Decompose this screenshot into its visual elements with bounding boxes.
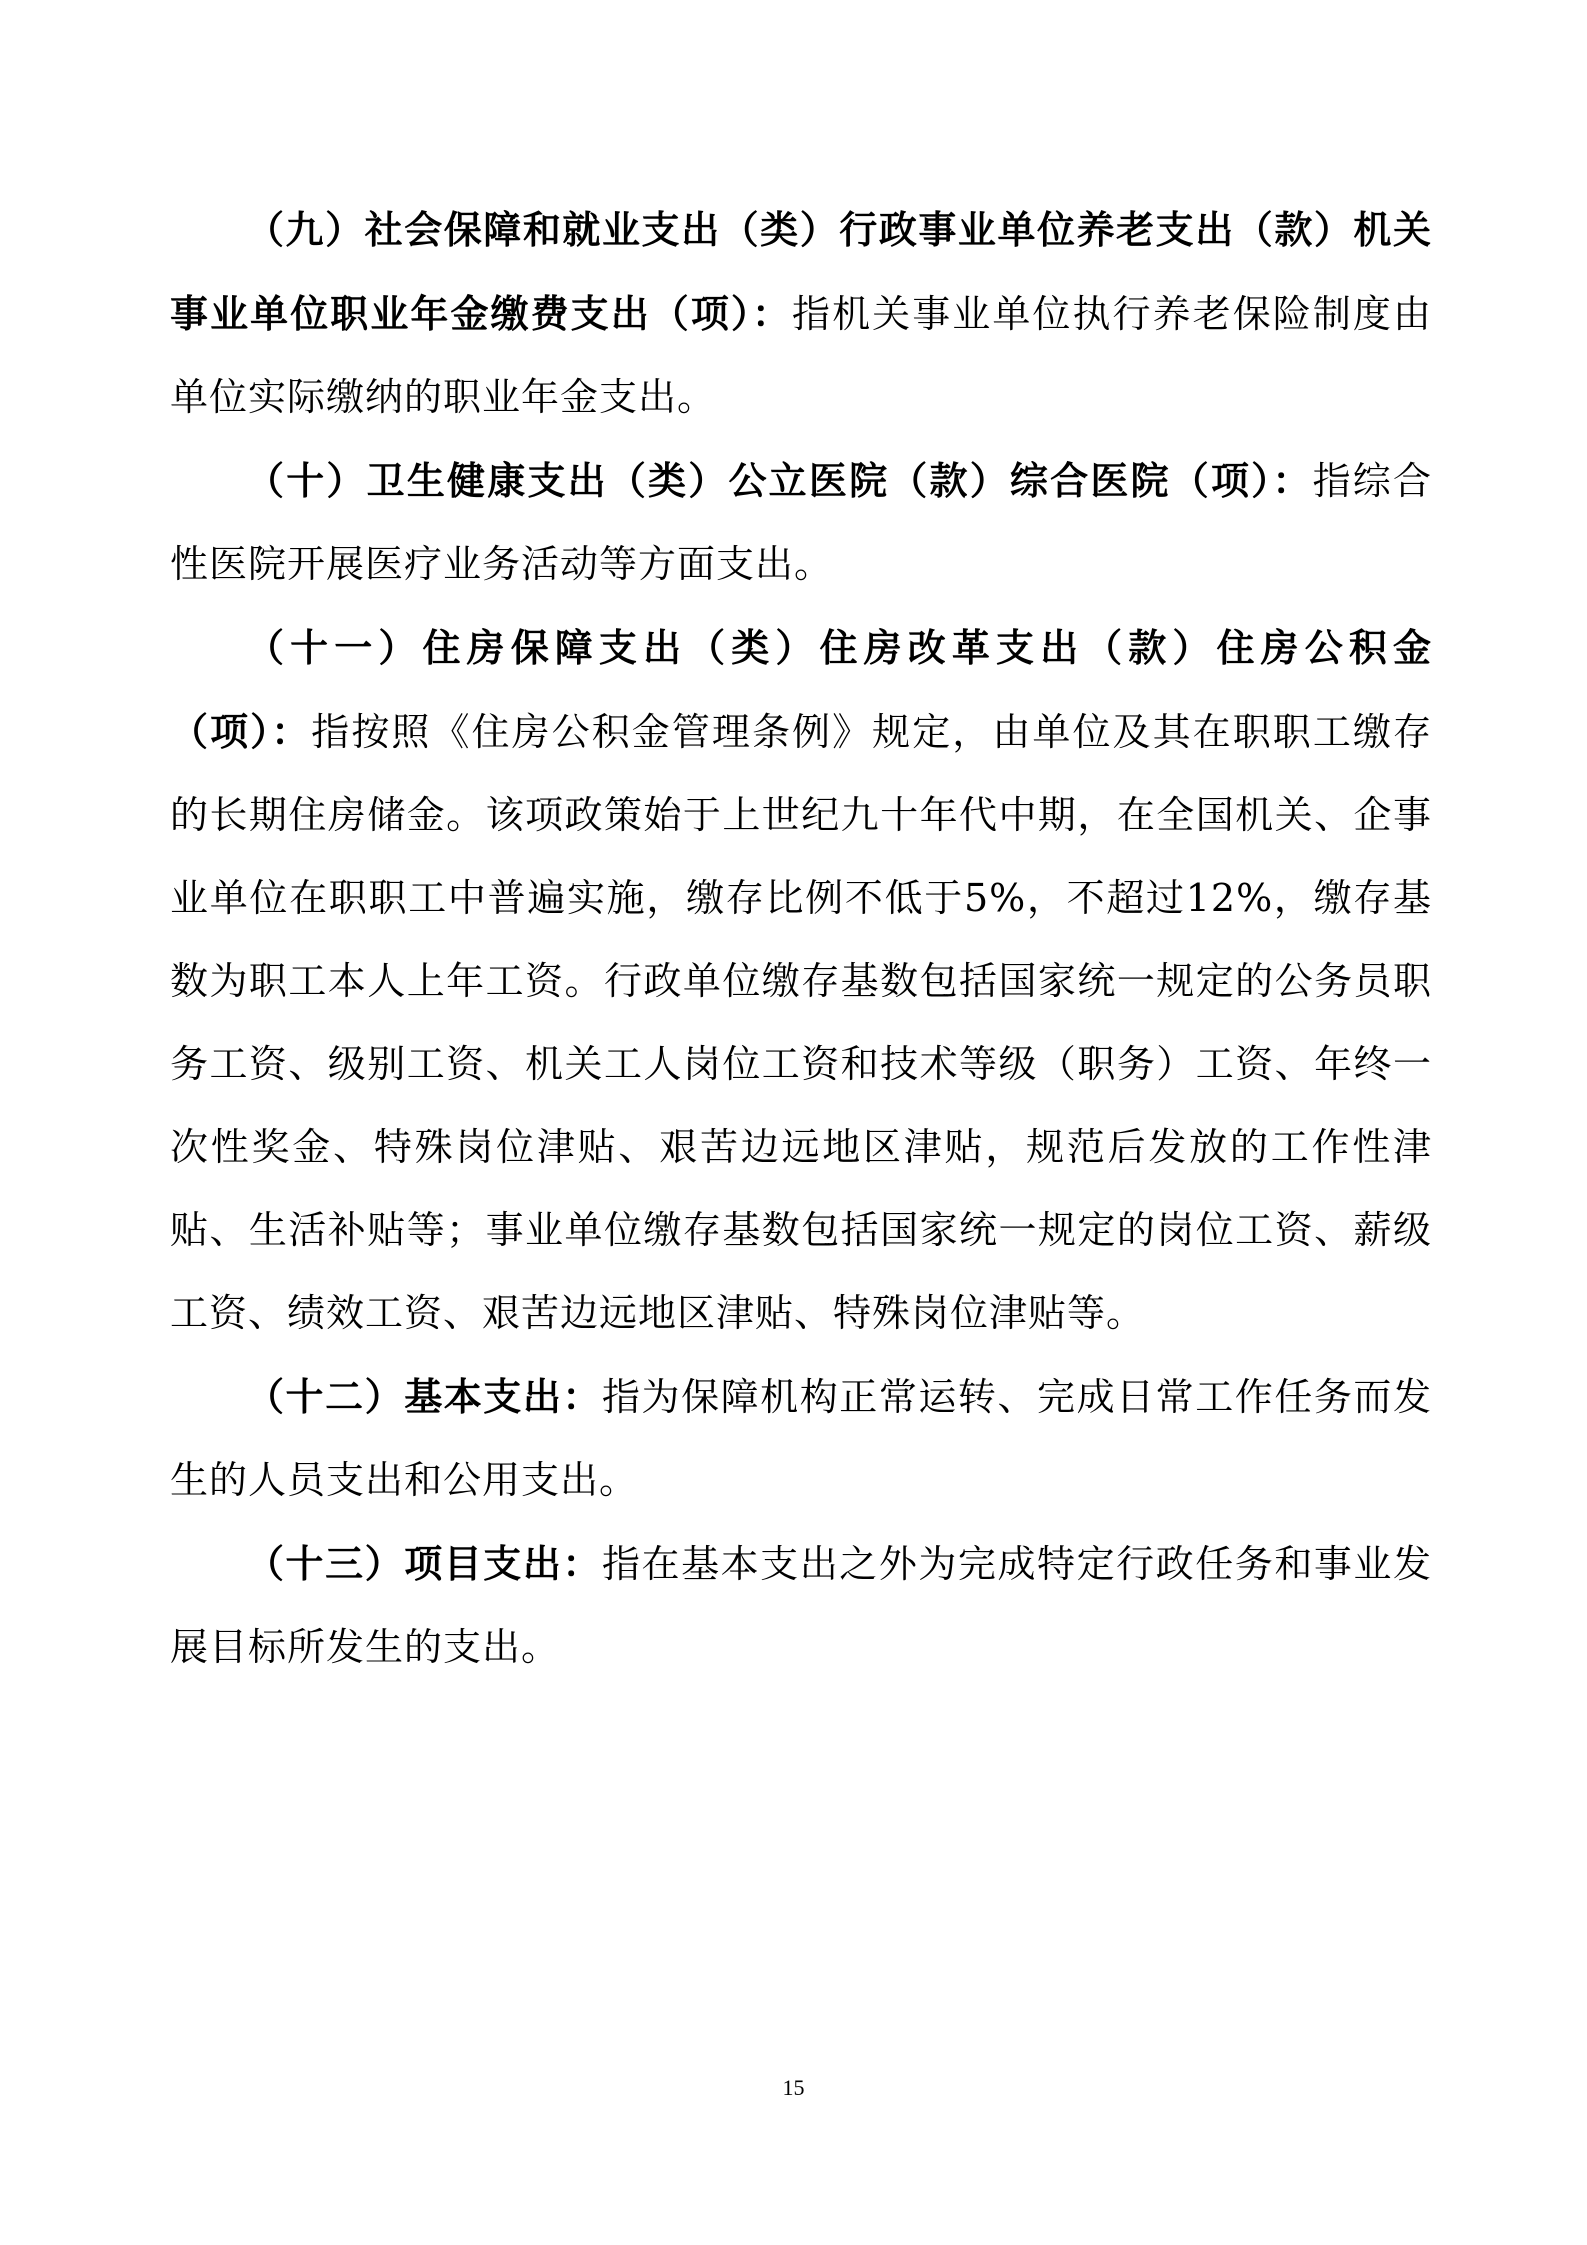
paragraph-12-text: 指为保障机构正常运转、完成日常工作任务而发生的人员支出和公用支出。 (170, 1375, 1432, 1502)
paragraph-13-heading: （十三）项目支出： (246, 1541, 602, 1586)
paragraph-10-heading: （十）卫生健康支出（类）公立医院（款）综合医院（项）： (246, 458, 1313, 503)
body-text (170, 188, 1432, 1689)
paragraph-9 (170, 188, 1432, 439)
paragraph-13-text: 指在基本支出之外为完成特定行政任务和事业发展目标所发生的支出。 (170, 1542, 1432, 1669)
paragraph-11-heading: （十一）住房保障支出（类）住房改革支出（款）住房公积金（项）： (170, 625, 1432, 754)
paragraph-9-text: 指机关事业单位执行养老保险制度由单位实际缴纳的职业年金支出。 (170, 292, 1432, 419)
paragraph-11 (170, 606, 1432, 1355)
paragraph-10 (170, 439, 1432, 606)
paragraph-12-heading: （十二）基本支出： (246, 1374, 602, 1419)
paragraph-13 (170, 1522, 1432, 1689)
paragraph-12 (170, 1355, 1432, 1522)
paragraph-9-heading: （九）社会保障和就业支出（类）行政事业单位养老支出（款）机关事业单位职业年金缴费支出（项）： (170, 207, 1432, 336)
paragraph-11-text: 指按照《住房公积金管理条例》规定，由单位及其在职职工缴存的长期住房储金。该项政策始于上世纪九十年代中期，在全国机关、企事业单位在职职工中普遍实施，缴存比例不低于5%，不超过12%，缴存基数为职工本人上年工资。行政单位缴存基数包括国家统一规定的公务员职务工资、级别工资、机关工人岗位工资和技术等级（职务）工资、年终一次性奖金、特殊岗位津贴、艰苦边远地区津贴，规范后发放的工作性津贴、生活补贴等；事业单位缴存基数包括国家统一规定的岗位工资、薪级工资、绩效工资、艰苦边远地区津贴、特殊岗位津贴等。 (170, 710, 1432, 1335)
paragraph-10-text: 指综合性医院开展医疗业务活动等方面支出。 (170, 459, 1432, 586)
page-number: 15 (782, 2075, 805, 2100)
